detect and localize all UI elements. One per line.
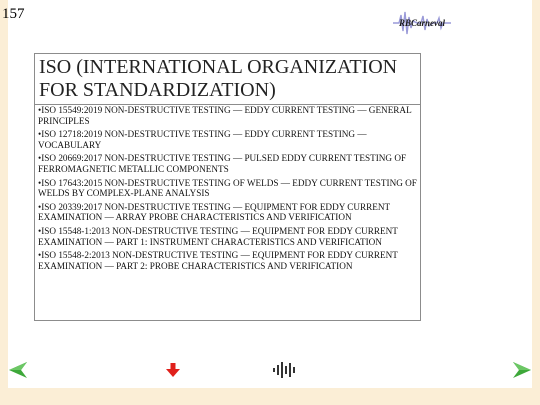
content-box <box>34 53 421 321</box>
arrow-down-icon[interactable] <box>166 363 180 377</box>
slide-title: ISO (INTERNATIONAL ORGANIZATION FOR STANDARDIZATION) <box>39 56 398 101</box>
list-item: •ISO 15548-1:2013 NON-DESTRUCTIVE TESTING — EQUIPMENT FOR EDDY CURRENT EXAMINATION — PART 1: INSTRUMENT CHARACTERISTICS AND VERIFICATION <box>38 225 398 247</box>
list-item: •ISO 15549:2019 NON-DESTRUCTIVE TESTING — EDDY CURRENT TESTING — GENERAL PRINCIPLES <box>38 105 412 126</box>
list-item: •ISO 20669:2017 NON-DESTRUCTIVE TESTING — PULSED EDDY CURRENT TESTING OF FERROMAGNETIC METALLIC COMPONENTS <box>38 153 407 174</box>
logo <box>391 8 453 38</box>
logo-text: RBCarneval <box>398 18 446 28</box>
list-item: •ISO 12718:2019 NON-DESTRUCTIVE TESTING — EDDY CURRENT TESTING — VOCABULARY <box>38 129 367 150</box>
standards-list <box>38 105 418 274</box>
list-item: •ISO 17643:2015 NON-DESTRUCTIVE TESTING OF WELDS — EDDY CURRENT TESTING OF WELDS BY COMPLEX-PLANE ANALYSIS <box>38 177 417 199</box>
page-number: 157 <box>2 6 25 22</box>
list-item: •ISO 15548-2:2013 NON-DESTRUCTIVE TESTING — EQUIPMENT FOR EDDY CURRENT EXAMINATION — PART 2: PROBE CHARACTERISTICS AND VERIFICATION <box>38 250 398 271</box>
list-item: •ISO 20339:2017 NON-DESTRUCTIVE TESTING — EQUIPMENT FOR EDDY CURRENT EXAMINATION — ARRAY PROBE CHARACTERISTICS AND VERIFICATION <box>38 201 391 223</box>
arrow-right-icon[interactable] <box>512 361 532 379</box>
arrow-left-icon[interactable] <box>8 361 28 379</box>
audio-wave-icon[interactable] <box>272 362 298 378</box>
